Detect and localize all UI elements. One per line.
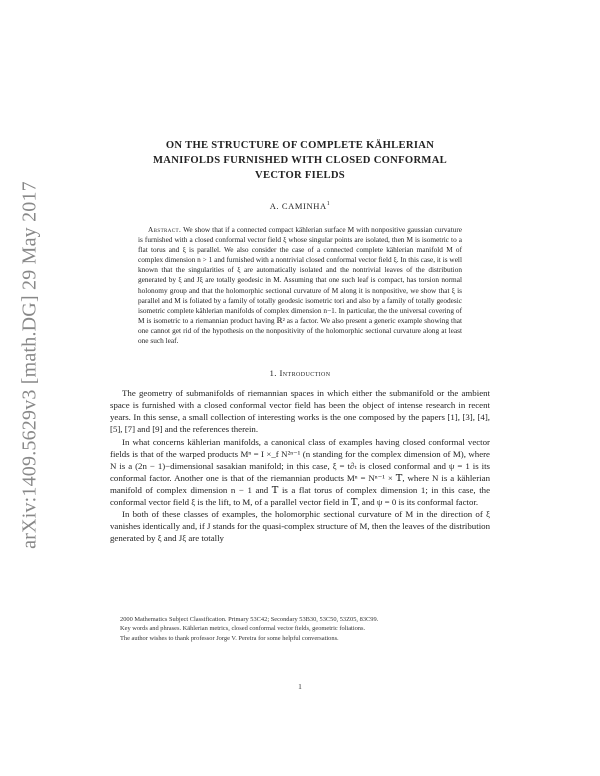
arxiv-id: arXiv:1409.5629v3 [math.DG] 29 May 2017 — [18, 181, 41, 549]
author-name: A. CAMINHA — [269, 201, 327, 211]
paper-page — [110, 138, 490, 544]
footnote-thanks: The author wishes to thank professor Jorge V. Pereira for some helpful conversations. — [120, 634, 339, 642]
body-text — [110, 387, 490, 544]
title-line: MANIFOLDS FURNISHED WITH CLOSED CONFORMAL — [152, 155, 448, 166]
footnotes — [110, 615, 490, 643]
paper-title — [110, 138, 490, 183]
section-heading: 1. Introduction — [269, 368, 331, 379]
author-footnote-mark: 1 — [326, 201, 331, 208]
abstract — [138, 225, 462, 346]
abstract-label: Abstract. — [148, 225, 182, 234]
paragraph: The geometry of submanifolds of riemannian spaces in which either the submanifold or the ambient space is furnished with a closed conformal vector field has been the object of intense research in recent years. In this sense, a small collection of interesting works is the one composed by the papers [1], [3], [4], [5], [7] and [9] and the references therein. — [110, 388, 490, 435]
paragraph: In what concerns kählerian manifolds, a canonical class of examples having closed conformal vector fields is that of the warped products Mⁿ = I ×_f N²ⁿ⁻¹ (n standing for the complex dimension of M), where N is a (2n − 1)−dimensional sasakian manifold; in this case, ξ = t∂ₜ is closed conformal and ψ = 1 is its conformal factor. Another one is that of the riemannian products Mⁿ = Nⁿ⁻¹ × 𝕋, where N is a kählerian manifold of complex dimension n − 1 and 𝕋 is a flat torus of complex dimension 1; in this case, the conformal vector field ξ is the lift, to M, of a parallel vector field in 𝕋, and ψ = 0 is its conformal factor. — [110, 436, 490, 507]
title-line: VECTOR FIELDS — [255, 170, 345, 181]
title-line: ON THE STRUCTURE OF COMPLETE KÄHLERIAN — [165, 140, 435, 151]
abstract-text: We show that if a connected compact kählerian surface M with nonpositive gaussian curvature is furnished with a closed conformal vector field ξ whose singular points are isolated, then M is isometric to a flat torus and ξ is parallel. We also consider the case of a connected complete kählerian manifold M of complex dimension n > 1 and furnished with a nontrivial closed conformal vector field ξ. In this case, it is well known that the singularities of ξ are automatically isolated and the nontrivial leaves of the distribution generated by ξ and Jξ are totally geodesic in M. Assuming that one such leaf is compact, has torsion normal holonomy group and that the holomorphic sectional curvature of M along it is nonpositive, we show that ξ is parallel and M is foliated by a family of totally geodesic isometric tori and also by a family of totally geodesic isometric complete kählerian manifolds of complex dimension n−1. In particular, the the universal covering of M is isometric to a riemannian product having ℝ² as a factor. We also present a generic example showing that one cannot get rid of the hypothesis on the nonpositivity of the holomorphic sectional curvature along at least one such leaf. — [138, 225, 462, 346]
author — [110, 201, 490, 211]
paragraph: In both of these classes of examples, the holomorphic sectional curvature of M in the direction of ξ vanishes identically and, if J stands for the quasi-complex structure of M, then the leaves of the distribution generated by ξ and Jξ are totally — [110, 509, 490, 544]
footnote-msc: 2000 Mathematics Subject Classification. Primary 53C42; Secondary 53B30, 53C50, 53Z05, 83C99. — [120, 616, 379, 623]
arxiv-stamp — [10, 150, 50, 580]
footnote-keywords: Key words and phrases. Kählerian metrics, closed conformal vector fields, geometric foliations. — [120, 625, 366, 633]
page-number: 1 — [298, 682, 302, 691]
